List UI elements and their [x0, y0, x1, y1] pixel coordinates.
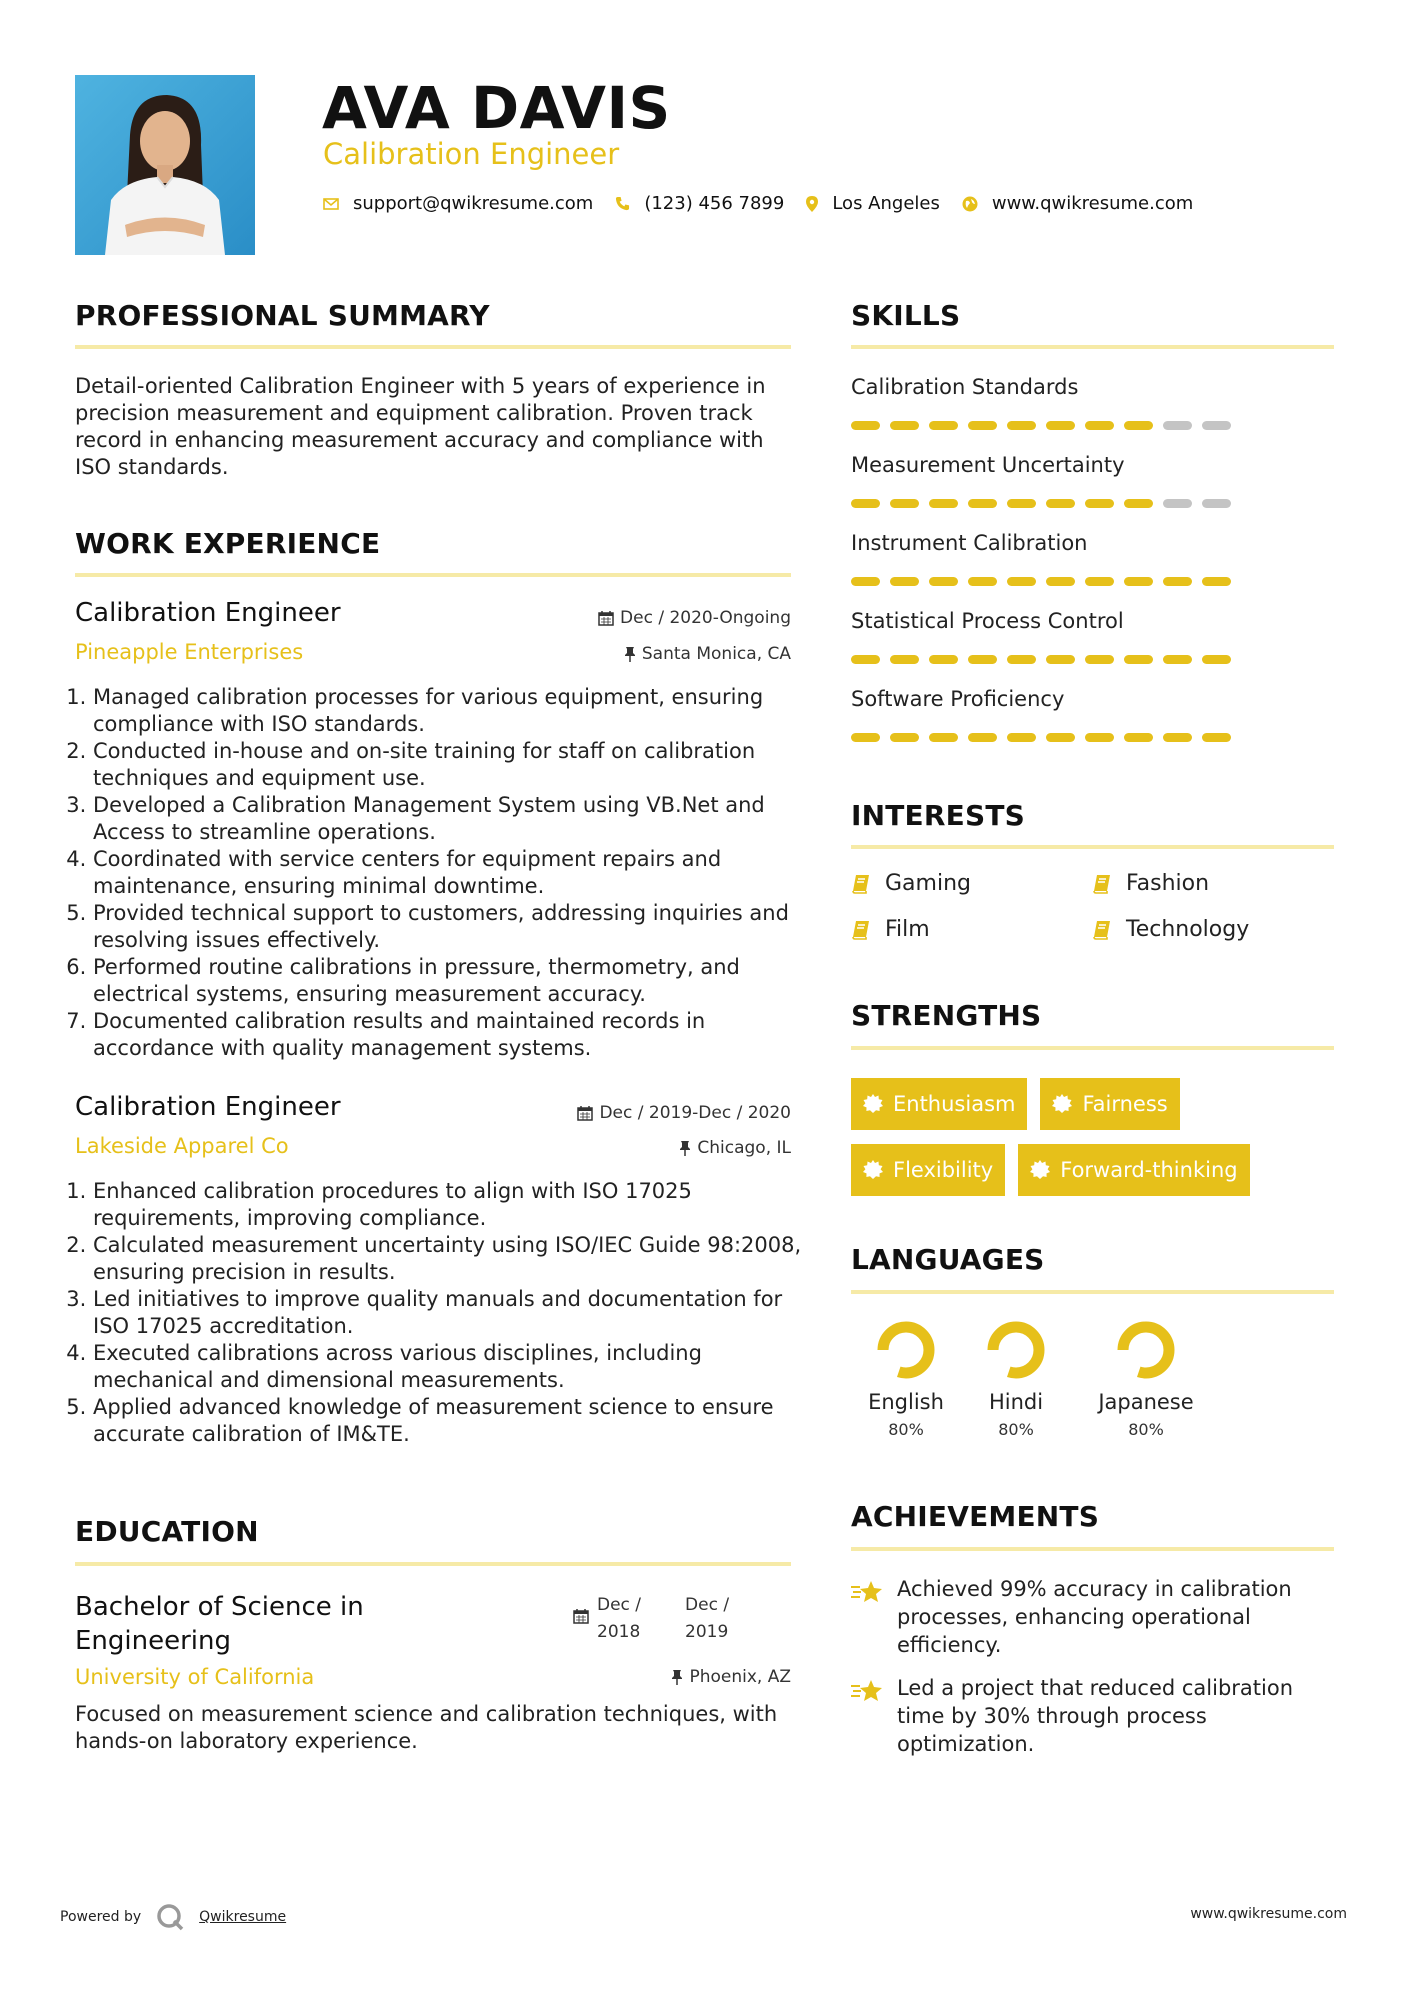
skill-dash-filled: [1007, 421, 1036, 430]
language-name: Japanese: [1098, 1390, 1194, 1414]
skill-level-bar: [851, 733, 1334, 742]
profile-photo: [75, 75, 255, 255]
language-item: [961, 1318, 1071, 1439]
language-name: English: [868, 1390, 944, 1414]
skill-dash-filled: [1046, 655, 1075, 664]
skill-dash-filled: [1046, 733, 1075, 742]
skill-dash-filled: [1085, 499, 1114, 508]
strengths-heading: STRENGTHS: [851, 999, 1042, 1032]
skill-dash-filled: [890, 421, 919, 430]
skill-item: [851, 609, 1334, 687]
candidate-title: Calibration Engineer: [323, 137, 620, 171]
achievement-text: Achieved 99% accuracy in calibration processes, enhancing operational efficiency.: [897, 1577, 1292, 1657]
skill-dash-filled: [1046, 577, 1075, 586]
language-ring-arc: [993, 1327, 1039, 1373]
skill-dash-filled: [1124, 733, 1153, 742]
summary-text: Detail-oriented Calibration Engineer with 5 years of experience in precision measurement and equipment calibration. Proven track record in enhancing measurement accuracy and compliance with ISO standards.: [75, 374, 766, 479]
experience-heading: WORK EXPERIENCE: [75, 527, 381, 560]
skill-dash-filled: [1007, 577, 1036, 586]
strengths-divider: [851, 1046, 1334, 1050]
contact-bar: [323, 193, 1215, 214]
strength-label: Fairness: [1082, 1092, 1168, 1116]
skill-dash-filled: [851, 655, 880, 664]
strength-tag: [1018, 1144, 1249, 1196]
location-text: Los Angeles: [832, 193, 940, 214]
book-icon: [851, 874, 871, 894]
job-dates: [577, 1103, 791, 1123]
qwikresume-link[interactable]: Qwikresume: [199, 1909, 287, 1925]
language-ring: [874, 1318, 938, 1382]
skill-dash-filled: [968, 655, 997, 664]
list-item: 5. Provided technical support to customers, addressing inquiries and resolving issues effectively.: [93, 900, 809, 954]
skill-dash-filled: [968, 577, 997, 586]
footer-powered-by: [60, 1902, 286, 1932]
education-start-year: 2018: [597, 1622, 641, 1642]
strength-tag: [1040, 1078, 1179, 1130]
achievement-item: [851, 1674, 1334, 1758]
skill-item: [851, 531, 1334, 609]
education-description: Focused on measurement science and calibration techniques, with hands-on laboratory experience.: [75, 1702, 778, 1753]
education-end-year: 2019: [685, 1622, 729, 1642]
interest-item: [1092, 917, 1249, 942]
skill-dash-empty: [1163, 421, 1192, 430]
pushpin-icon: [624, 646, 636, 662]
list-item: 1. Managed calibration processes for various equipment, ensuring compliance with ISO standards.: [93, 684, 809, 738]
strength-label: Flexibility: [893, 1158, 994, 1182]
interest-item: [1092, 871, 1209, 896]
skill-dash-filled: [1046, 499, 1075, 508]
person-illustration: [75, 75, 255, 255]
skill-dash-filled: [890, 499, 919, 508]
school-name: University of California: [75, 1665, 315, 1689]
skill-dash-filled: [1124, 499, 1153, 508]
skill-dash-empty: [1163, 499, 1192, 508]
skill-name: Instrument Calibration: [851, 531, 1088, 555]
language-ring: [1114, 1318, 1178, 1382]
language-ring: [984, 1318, 1048, 1382]
skill-dash-filled: [1085, 421, 1114, 430]
interest-item: [851, 917, 930, 942]
languages-list: [851, 1318, 1221, 1439]
language-ring-arc: [883, 1327, 929, 1373]
job-dates-text: Dec / 2019-Dec / 2020: [599, 1103, 791, 1123]
skills-heading: SKILLS: [851, 299, 961, 332]
shooting-star-icon: [851, 1579, 883, 1605]
degree-title: [75, 1590, 364, 1658]
interest-label: Technology: [1126, 917, 1250, 942]
skill-dash-filled: [890, 733, 919, 742]
badge-icon: [863, 1160, 883, 1180]
interest-label: Film: [885, 917, 930, 942]
education-start: [597, 1592, 641, 1646]
skill-name: Software Proficiency: [851, 687, 1065, 711]
interest-item: [851, 871, 971, 896]
email-text: support@qwikresume.com: [353, 193, 594, 214]
list-item: 4. Executed calibrations across various disciplines, including mechanical and dimensional measurements.: [93, 1340, 809, 1394]
book-icon: [1092, 920, 1112, 940]
skill-dash-filled: [1163, 655, 1192, 664]
calendar-icon: [577, 1105, 593, 1121]
skill-level-bar: [851, 421, 1334, 430]
job-title: Calibration Engineer: [75, 598, 341, 628]
interests-heading: INTERESTS: [851, 799, 1025, 832]
languages-heading: LANGUAGES: [851, 1243, 1045, 1276]
strengths-tags: [851, 1078, 1334, 1210]
achievements-heading: ACHIEVEMENTS: [851, 1500, 1100, 1533]
skill-dash-filled: [968, 421, 997, 430]
job-company: Pineapple Enterprises: [75, 640, 304, 664]
job-location: [624, 644, 791, 664]
achievement-text: Led a project that reduced calibration time by 30% through process optimization.: [897, 1676, 1294, 1756]
list-item: 6. Performed routine calibrations in pressure, thermometry, and electrical systems, ensuring measurement accuracy.: [93, 954, 809, 1008]
skill-dash-filled: [1046, 421, 1075, 430]
footer-url[interactable]: www.qwikresume.com: [1190, 1906, 1347, 1922]
contact-location: [806, 193, 940, 214]
skill-name: Statistical Process Control: [851, 609, 1124, 633]
skill-dash-filled: [968, 733, 997, 742]
skill-dash-filled: [851, 733, 880, 742]
skill-dash-filled: [929, 499, 958, 508]
skill-dash-filled: [851, 577, 880, 586]
pushpin-icon: [671, 1669, 683, 1685]
skill-dash-empty: [1202, 499, 1231, 508]
skill-dash-filled: [1007, 655, 1036, 664]
list-item: 7. Documented calibration results and maintained records in accordance with quality management systems.: [93, 1008, 809, 1062]
skill-name: Measurement Uncertainty: [851, 453, 1125, 477]
skill-level-bar: [851, 577, 1334, 586]
job-bullets: [75, 1178, 809, 1448]
badge-icon: [1052, 1094, 1072, 1114]
list-item: 2. Conducted in-house and on-site training for staff on calibration techniques and equipment use.: [93, 738, 809, 792]
strength-tag: [851, 1144, 1005, 1196]
degree-line-1: Bachelor of Science in: [75, 1592, 364, 1622]
skills-list: [851, 375, 1334, 765]
strength-tag: [851, 1078, 1027, 1130]
summary-divider: [75, 345, 791, 349]
skill-dash-filled: [929, 577, 958, 586]
job-location-text: Santa Monica, CA: [641, 644, 791, 664]
achievement-item: [851, 1575, 1334, 1659]
skill-dash-filled: [968, 499, 997, 508]
skill-dash-filled: [1007, 499, 1036, 508]
qwikresume-logo-icon: [155, 1902, 185, 1932]
strength-label: Enthusiasm: [893, 1092, 1016, 1116]
shooting-star-icon: [851, 1678, 883, 1704]
education-end: [685, 1592, 729, 1646]
interests-divider: [851, 845, 1334, 849]
skill-dash-empty: [1202, 421, 1231, 430]
language-percent: 80%: [1128, 1420, 1164, 1439]
education-location: [671, 1667, 791, 1687]
phone-icon: [615, 196, 630, 211]
skill-dash-filled: [1007, 733, 1036, 742]
language-item: [851, 1318, 961, 1439]
language-percent: 80%: [888, 1420, 924, 1439]
job-bullets: [75, 684, 809, 1062]
job-dates: [598, 608, 791, 628]
job-title: Calibration Engineer: [75, 1092, 341, 1122]
globe-icon: [962, 196, 978, 212]
list-item: 3. Developed a Calibration Management System using VB.Net and Access to streamline operations.: [93, 792, 809, 846]
envelope-icon: [323, 198, 339, 210]
skill-item: [851, 375, 1334, 453]
experience-divider: [75, 573, 791, 577]
skill-dash-filled: [1085, 733, 1114, 742]
website-text: www.qwikresume.com: [991, 193, 1194, 214]
book-icon: [851, 920, 871, 940]
language-item: [1071, 1318, 1221, 1439]
skill-item: [851, 453, 1334, 531]
skill-level-bar: [851, 499, 1334, 508]
contact-email[interactable]: [323, 193, 593, 214]
list-item: 1. Enhanced calibration procedures to align with ISO 17025 requirements, improving compliance.: [93, 1178, 809, 1232]
list-item: 3. Led initiatives to improve quality manuals and documentation for ISO 17025 accreditation.: [93, 1286, 809, 1340]
skill-dash-filled: [1124, 577, 1153, 586]
skill-dash-filled: [851, 421, 880, 430]
education-divider: [75, 1562, 791, 1566]
skill-dash-filled: [1124, 655, 1153, 664]
skill-dash-filled: [929, 655, 958, 664]
education-end-month: Dec /: [685, 1595, 730, 1615]
language-ring-arc: [1123, 1327, 1169, 1373]
skill-dash-filled: [929, 421, 958, 430]
job-location: [679, 1138, 791, 1158]
powered-by-text: Powered by: [60, 1909, 142, 1925]
contact-website[interactable]: [962, 193, 1193, 214]
languages-divider: [851, 1290, 1334, 1294]
skill-name: Calibration Standards: [851, 375, 1079, 399]
skill-item: [851, 687, 1334, 765]
candidate-name: AVA DAVIS: [322, 74, 671, 142]
contact-phone[interactable]: [615, 193, 784, 214]
skill-dash-filled: [890, 577, 919, 586]
strength-label: Forward-thinking: [1060, 1158, 1238, 1182]
education-heading: EDUCATION: [75, 1515, 259, 1548]
phone-text: (123) 456 7899: [644, 193, 785, 214]
education-start-month: Dec /: [597, 1595, 642, 1615]
calendar-icon: [598, 610, 614, 626]
badge-icon: [1030, 1160, 1050, 1180]
map-pin-icon: [806, 196, 818, 212]
skill-dash-filled: [1202, 577, 1231, 586]
interest-label: Gaming: [885, 871, 971, 896]
language-percent: 80%: [998, 1420, 1034, 1439]
language-name: Hindi: [988, 1390, 1044, 1414]
education-location-text: Phoenix, AZ: [689, 1667, 791, 1687]
job-company: Lakeside Apparel Co: [75, 1134, 289, 1158]
skills-divider: [851, 345, 1334, 349]
job-location-text: Chicago, IL: [697, 1138, 791, 1158]
book-icon: [1092, 874, 1112, 894]
list-item: 4. Coordinated with service centers for equipment repairs and maintenance, ensuring minimal downtime.: [93, 846, 809, 900]
skill-dash-filled: [1202, 655, 1231, 664]
skill-dash-filled: [1085, 655, 1114, 664]
list-item: 2. Calculated measurement uncertainty using ISO/IEC Guide 98:2008, ensuring precision in results.: [93, 1232, 809, 1286]
achievements-divider: [851, 1547, 1334, 1551]
list-item: 5. Applied advanced knowledge of measurement science to ensure accurate calibration of IM&TE.: [93, 1394, 809, 1448]
skill-dash-filled: [851, 499, 880, 508]
pushpin-icon: [679, 1140, 691, 1156]
skill-dash-filled: [1202, 733, 1231, 742]
skill-dash-filled: [929, 733, 958, 742]
skill-dash-filled: [890, 655, 919, 664]
education-dates: [573, 1592, 729, 1646]
skill-dash-filled: [1085, 577, 1114, 586]
summary-heading: PROFESSIONAL SUMMARY: [75, 299, 490, 332]
calendar-icon: [573, 1608, 589, 1624]
badge-icon: [863, 1094, 883, 1114]
skill-dash-filled: [1163, 577, 1192, 586]
skill-level-bar: [851, 655, 1334, 664]
job-dates-text: Dec / 2020-Ongoing: [620, 608, 791, 628]
skill-dash-filled: [1163, 733, 1192, 742]
degree-line-2: Engineering: [75, 1626, 231, 1656]
interest-label: Fashion: [1126, 871, 1210, 896]
skill-dash-filled: [1124, 421, 1153, 430]
